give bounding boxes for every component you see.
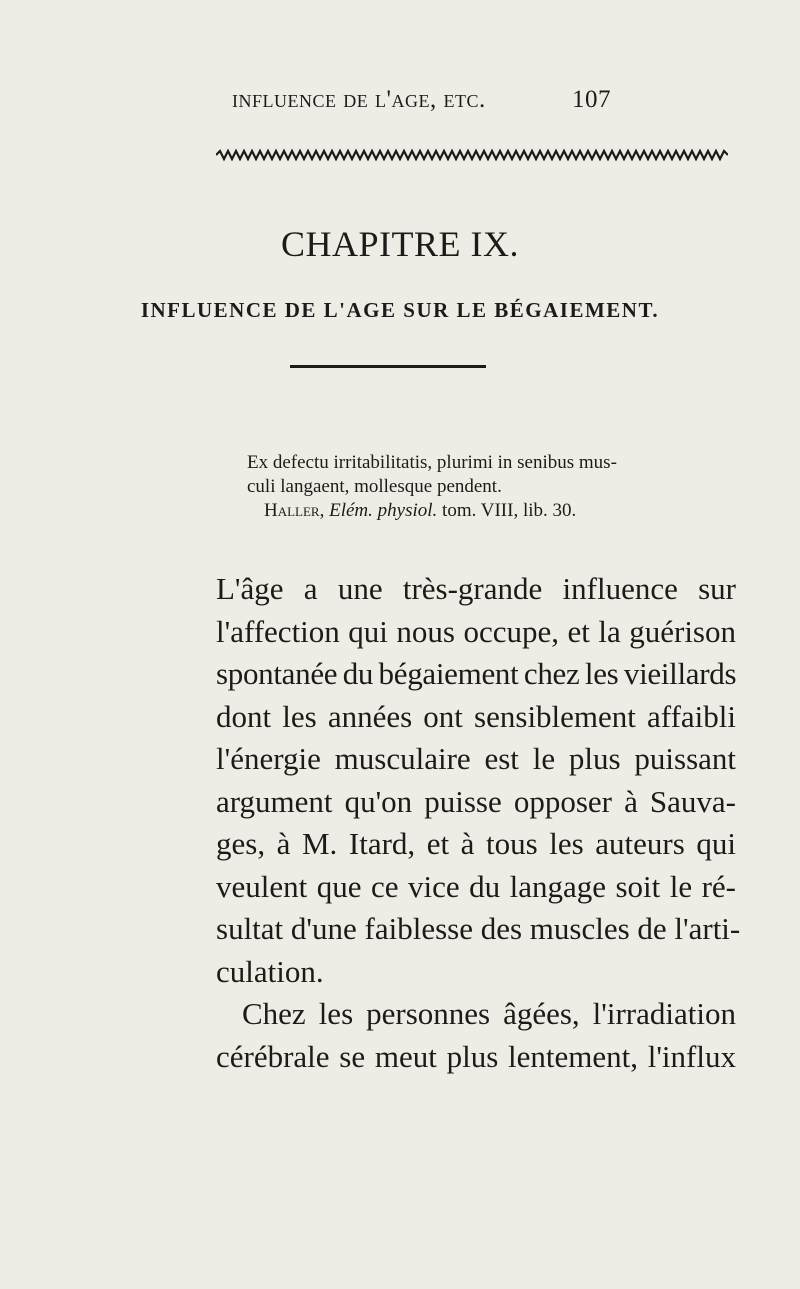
chapter-subtitle: INFLUENCE DE L'AGE SUR LE BÉGAIEMENT. [140,298,660,322]
body-text [216,568,741,1078]
citation-work: Elém. physiol. [329,500,438,521]
epigraph-line: Ex defectu irritabilitatis, plurimi in senibus mus- [247,452,617,473]
epigraph-citation: Haller, Elém. physiol. tom. VIII, lib. 30. [264,500,577,521]
running-head [232,86,732,118]
text-line: spontanée du bégaiement chez les vieillards [216,656,737,691]
text-line: sultat d'une faiblesse des muscles de l'arti- [216,911,741,946]
page-number: 107 [572,86,611,113]
running-head-title: influence de l'age, etc. [232,86,486,113]
text-line: ges, à M. Itard, et à tous les auteurs qui [216,826,736,861]
text-line: L'âge a une très-grande influence sur [216,571,736,606]
epigraph [247,451,729,523]
text-line: dont les années ont sensiblement affaibli [216,698,736,734]
text-line: argument qu'on puisse opposer à Sauva- [216,783,736,819]
text-line: Chez les personnes âgées, l'irradiation [242,996,736,1031]
chapter-title: CHAPITRE IX. [281,224,519,264]
horizontal-rule [290,365,486,368]
epigraph-line: culi langaent, mollesque pendent. [247,476,502,497]
text-line: cérébrale se meut plus lentement, l'influx [216,1038,736,1074]
text-line: l'affection qui nous occupe, et la guérison [216,613,736,649]
decorative-ornament-rule [216,148,728,162]
citation-author: Haller [264,500,320,521]
citation-reference: tom. VIII, lib. 30. [442,500,577,521]
text-line: l'énergie musculaire est le plus puissant [216,741,736,776]
text-line: veulent que ce vice du langage soit le ré- [216,868,736,904]
text-line: culation. [216,953,324,989]
